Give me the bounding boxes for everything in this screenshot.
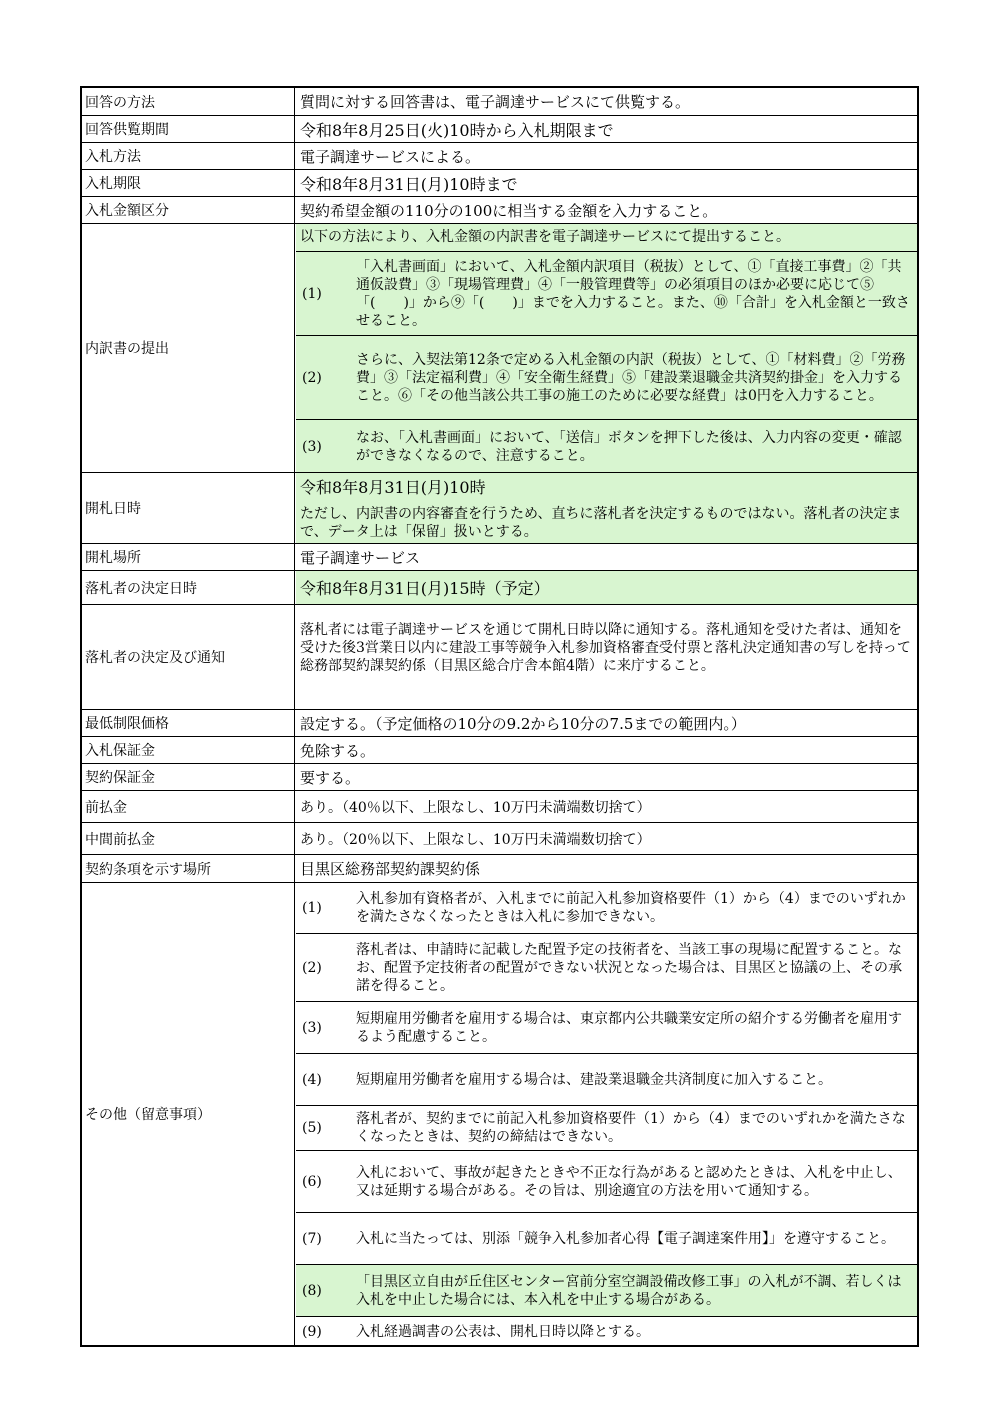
item-text: 短期雇用労働者を雇用する場合は、建設業退職金共済制度に加入すること。	[356, 1071, 832, 1088]
row-label: 開札場所	[82, 544, 295, 570]
others-item-3	[296, 1001, 917, 1053]
breakdown-item-2	[296, 335, 917, 419]
row-bid-amount	[82, 196, 917, 223]
row-advance	[82, 790, 917, 822]
row-value: 電子調達サービス	[300, 548, 421, 567]
row-label: 回答の方法	[82, 88, 295, 115]
row-winner-date	[82, 570, 917, 604]
row-label: 内訳書の提出	[82, 224, 295, 472]
item-text: さらに、入契法第12条で定める入札金額の内訳（税抜）として、①「材料費」②「労務費」③「法定福利費」④「安全衛生経費」⑤「建設業退職金共済契約掛金」を入力すること。⑥「その他当該公共工事の施工のために必要な経費」は0円を入力すること。	[356, 351, 906, 404]
item-text: 「入札書画面」において、入札金額内訳項目（税抜）として、①「直接工事費」②「共通仮設費」③「現場管理費」④「一般管理費等」の必須項目のほか必要に応じて⑤「( )」から⑨「( )」までを入力すること。また、⑩「合計」を入札金額と一致させること。	[356, 258, 910, 329]
others-item-9	[296, 1316, 917, 1346]
row-value: 令和8年8月31日(月)15時（予定）	[296, 571, 917, 604]
row-label: 最低制限価格	[82, 710, 295, 736]
row-value: 目黒区総務部契約課契約係	[300, 860, 481, 878]
row-mid-advance	[82, 822, 917, 854]
opening-datetime-value: 令和8年8月31日(月)10時	[300, 478, 486, 497]
item-number: (3)	[302, 438, 322, 455]
row-label: その他（留意事項）	[82, 883, 295, 1345]
item-text: 落札者は、申請時に記載した配置予定の技術者を、当該工事の現場に配置すること。なお、配置予定技術者の配置ができない状況となった場合は、目黒区と協議の上、その承諾を得ること。	[356, 941, 902, 994]
item-text: 短期雇用労働者を雇用する場合は、東京都内公共職業安定所の紹介する労働者を雇用するよう配慮すること。	[356, 1010, 902, 1045]
row-value: あり。（40％以下、上限なし、10万円未満端数切捨て）	[300, 799, 651, 816]
others-item-1	[296, 883, 917, 933]
row-value: 設定する。（予定価格の10分の9.2から10分の7.5までの範囲内。）	[300, 714, 746, 733]
item-number: (5)	[302, 1120, 322, 1136]
item-text: なお、「入札書画面」において、「送信」ボタンを押下した後は、入力内容の変更・確認ができなくなるので、注意すること。	[356, 429, 902, 464]
row-label: 前払金	[82, 791, 295, 822]
row-label: 入札方法	[82, 143, 295, 169]
item-number: (2)	[302, 959, 322, 976]
item-number: (7)	[302, 1230, 322, 1247]
row-label: 落札者の決定及び通知	[82, 605, 295, 709]
row-value: 電子調達サービスによる。	[300, 147, 481, 166]
breakdown-item-3	[296, 419, 917, 473]
row-value: 要する。	[300, 768, 361, 787]
winner-notice-cell	[296, 605, 917, 709]
breakdown-intro	[296, 224, 917, 251]
row-bid-deadline	[82, 169, 917, 196]
row-opening-place	[82, 543, 917, 570]
row-label: 中間前払金	[82, 823, 295, 854]
row-label: 落札者の決定日時	[82, 571, 295, 604]
others-item-5	[296, 1105, 917, 1150]
others-item-7	[296, 1212, 917, 1264]
row-label: 回答供覧期間	[82, 116, 295, 142]
breakdown-item-1	[296, 251, 917, 335]
row-others	[82, 882, 917, 1345]
row-winner-notice	[82, 604, 917, 709]
row-value: 契約希望金額の110分の100に相当する金額を入力すること。	[300, 201, 718, 220]
row-value: 免除する。	[300, 741, 376, 760]
item-number: (2)	[302, 369, 322, 386]
winner-notice-text: 落札者には電子調達サービスを通じて開札日時以降に通知する。落札通知を受けた者は、通知を受けた後3営業日以内に建設工事等競争入札参加資格審査受付票と落札決定通知書の写しを持って総務部契約課契約係（目黒区総合庁舎本館4階）に来庁すること。	[300, 622, 911, 674]
row-bid-method	[82, 142, 917, 169]
item-text: 入札に当たっては、別添「競争入札参加者心得【電子調達案件用】」を遵守すること。	[356, 1230, 895, 1247]
row-breakdown	[82, 223, 917, 472]
others-item-2	[296, 933, 917, 1001]
row-value: 令和8年8月25日(火)10時から入札期限まで	[300, 120, 614, 140]
row-bid-guarantee	[82, 736, 917, 763]
row-min-price	[82, 709, 917, 736]
others-item-6	[296, 1150, 917, 1212]
row-label: 契約条項を示す場所	[82, 855, 295, 882]
row-label: 開札日時	[82, 473, 295, 543]
item-number: (4)	[302, 1071, 322, 1088]
row-value: あり。（20％以下、上限なし、10万円未満端数切捨て）	[300, 831, 651, 848]
row-answer-method	[82, 88, 917, 115]
breakdown-intro-text: 以下の方法により、入札金額の内訳書を電子調達サービスにて提出すること。	[300, 229, 790, 245]
row-label: 入札期限	[82, 170, 295, 196]
item-text: 入札において、事故が起きたときや不正な行為があると認めたときは、入札を中止し、又は延期する場合がある。その旨は、別途適宜の方法を用いて通知する。	[356, 1164, 902, 1199]
row-contract-place	[82, 854, 917, 882]
row-label: 契約保証金	[82, 764, 295, 790]
others-item-8	[296, 1264, 917, 1316]
row-value: 令和8年8月31日(月)10時まで	[300, 174, 518, 194]
spec-table	[80, 86, 919, 1347]
item-text: 落札者が、契約までに前記入札参加資格要件（1）から（4）までのいずれかを満たさなくなったときは、契約の締結はできない。	[356, 1111, 906, 1145]
item-number: (1)	[302, 900, 322, 916]
row-label: 入札保証金	[82, 737, 295, 763]
row-contract-guarantee	[82, 763, 917, 790]
item-number: (3)	[302, 1019, 322, 1036]
row-opening-datetime	[82, 472, 917, 543]
item-number: (6)	[302, 1173, 322, 1190]
item-number: (9)	[302, 1323, 322, 1340]
opening-datetime-cell	[296, 473, 917, 543]
others-item-4	[296, 1053, 917, 1105]
item-text: 「目黒区立自由が丘住区センター宮前分室空調設備改修工事」の入札が不調、若しくは入札を中止した場合には、本入札を中止する場合がある。	[356, 1273, 902, 1308]
opening-datetime-note: ただし、内訳書の内容審査を行うため、直ちに落札者を決定するものではない。落札者の決定まで、データ上は「保留」扱いとする。	[300, 506, 902, 540]
item-number: (8)	[302, 1282, 322, 1299]
row-answer-period	[82, 115, 917, 142]
item-number: (1)	[302, 285, 322, 302]
item-text: 入札経過調書の公表は、開札日時以降とする。	[356, 1323, 650, 1340]
row-value: 質問に対する回答書は、電子調達サービスにて供覧する。	[300, 93, 691, 111]
item-text: 入札参加有資格者が、入札までに前記入札参加資格要件（1）から（4）までのいずれかを満たさなくなったときは入札に参加できない。	[356, 891, 906, 925]
row-label: 入札金額区分	[82, 197, 295, 223]
